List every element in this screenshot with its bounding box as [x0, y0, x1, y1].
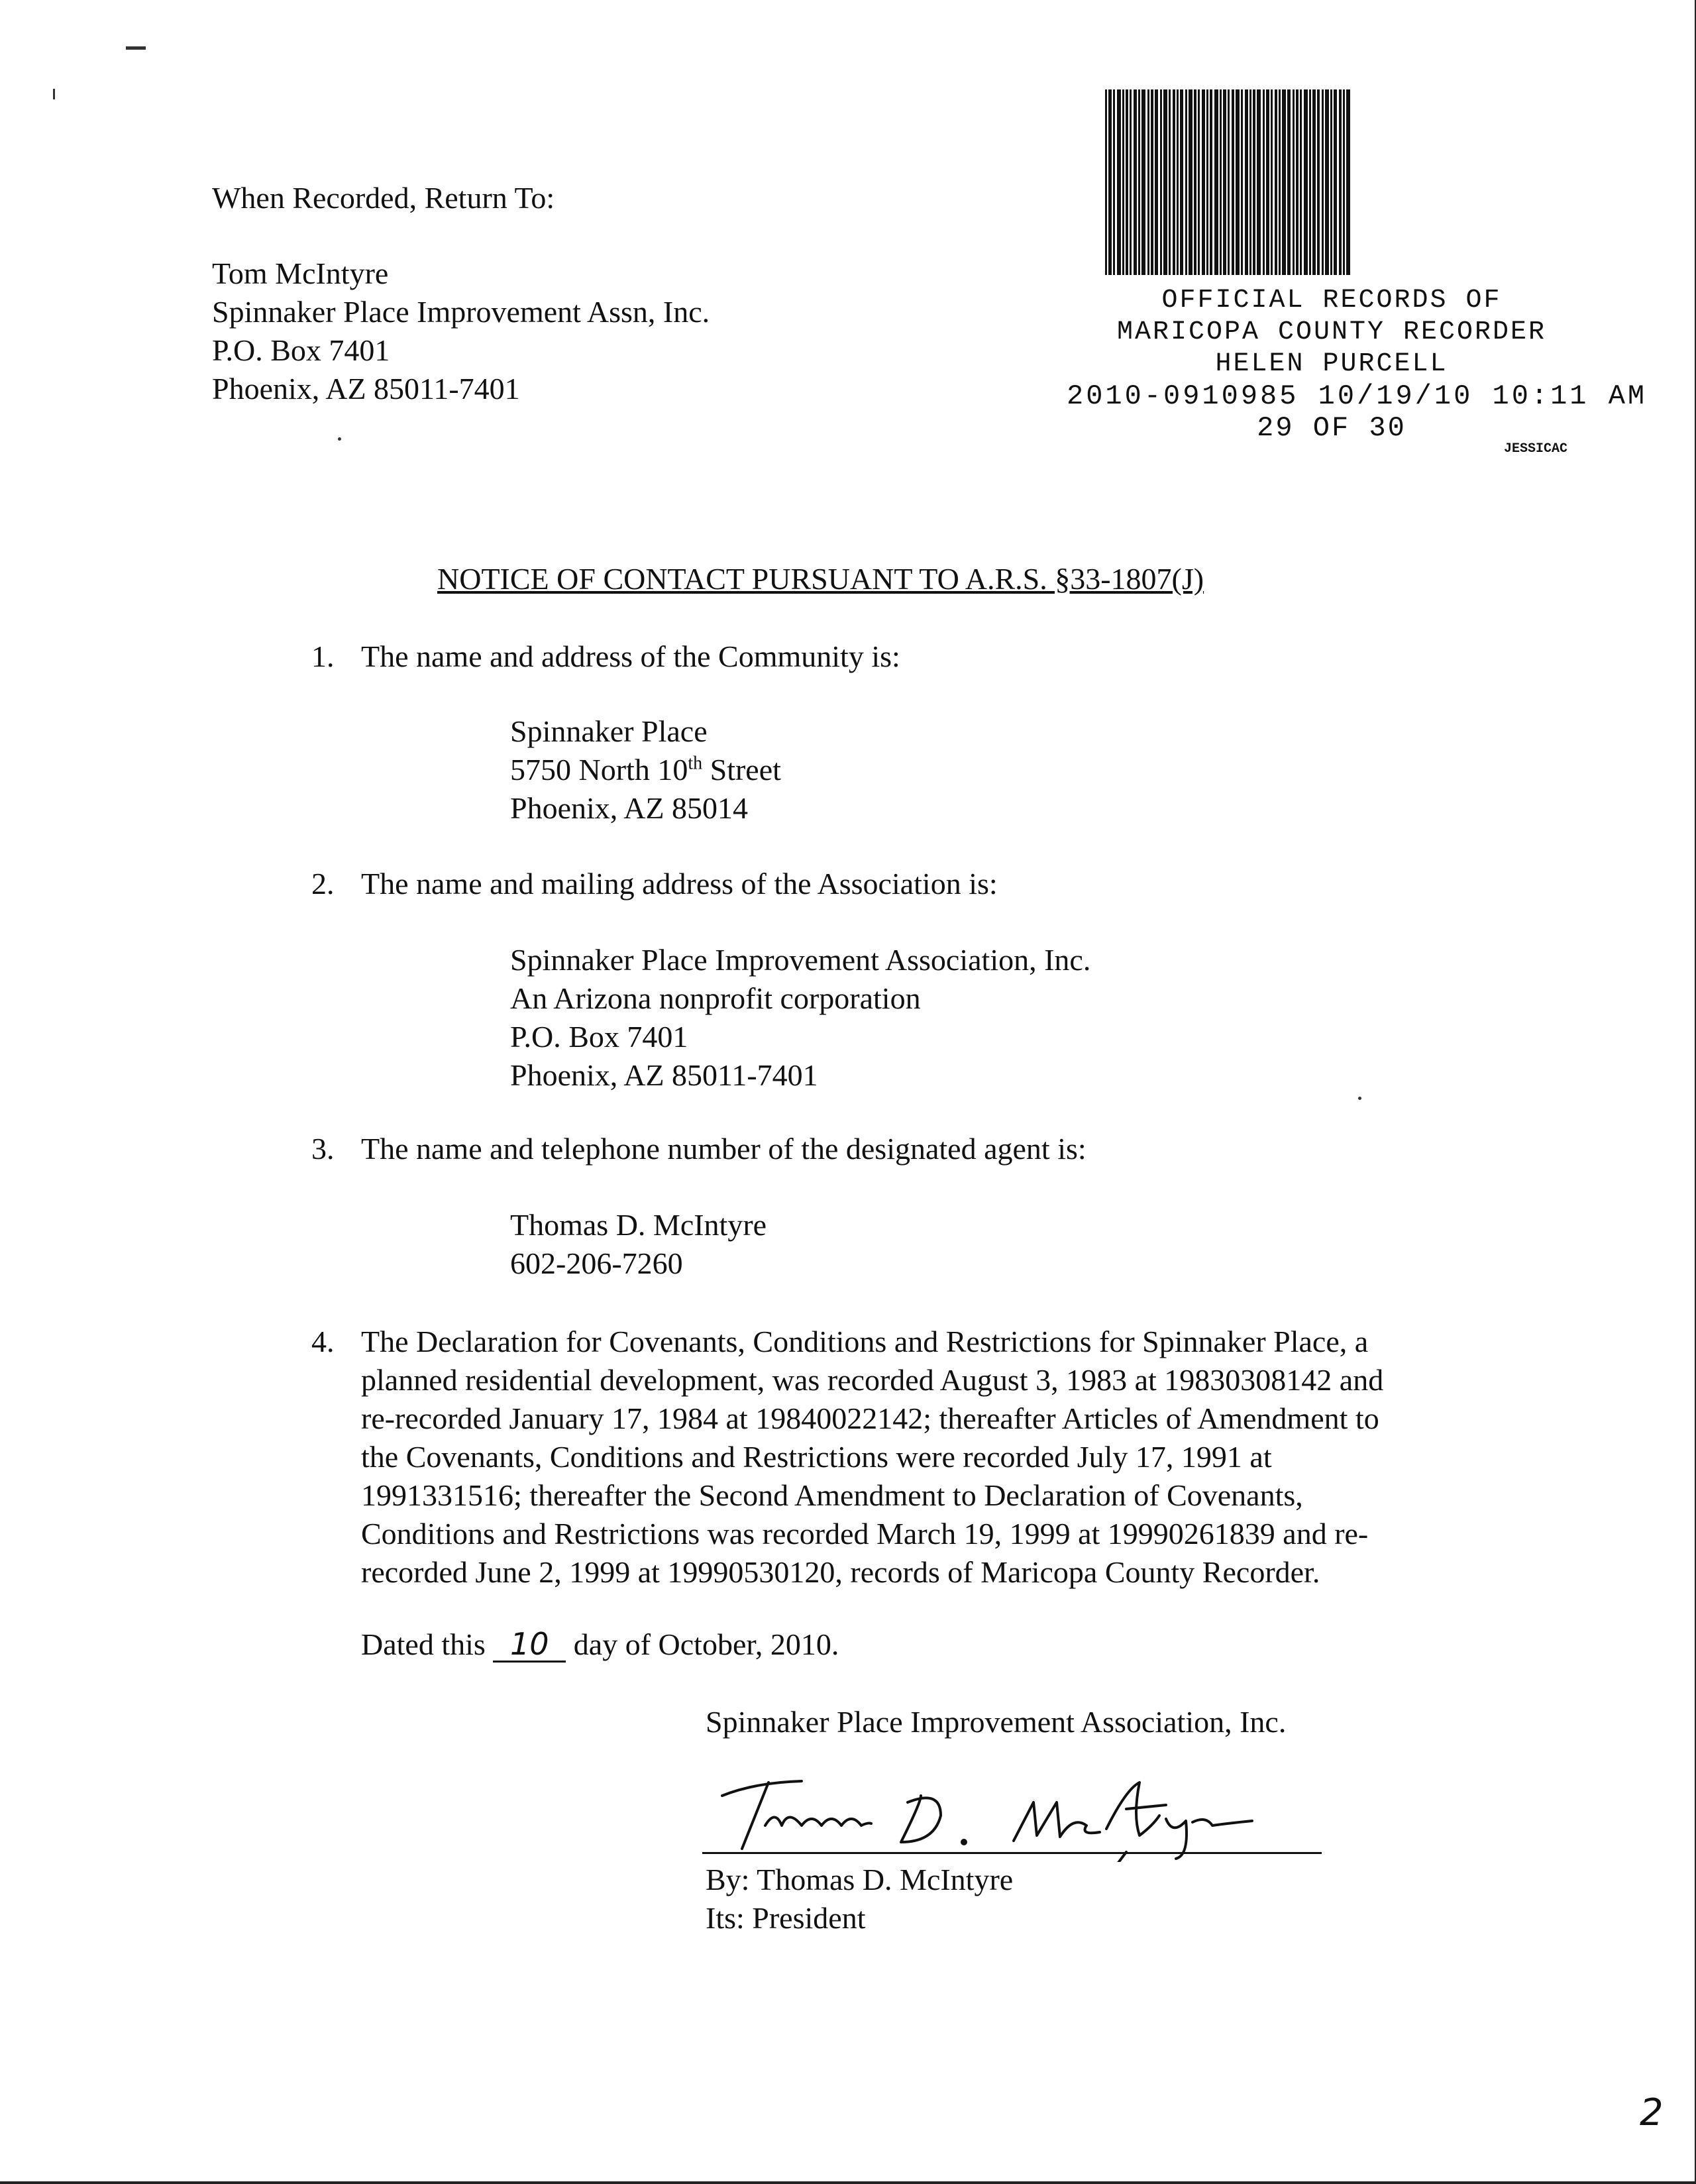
barcode-bar	[1282, 89, 1286, 275]
dated-line	[361, 1625, 839, 1664]
barcode-bar	[1105, 89, 1107, 275]
barcode-bar	[1257, 89, 1261, 275]
barcode-bar	[1155, 89, 1158, 275]
barcode-bar	[1189, 89, 1192, 275]
barcode-bar	[1300, 89, 1302, 275]
barcode-bar	[1194, 89, 1196, 275]
item-4-line: re-recorded January 17, 1984 at 19840022142; thereafter Articles of Amendment to	[361, 1401, 1379, 1435]
barcode-bar	[1317, 89, 1320, 275]
barcode-bar	[1296, 89, 1298, 275]
item-4-line: planned residential development, was recorded August 3, 1983 at 19830308142 and	[361, 1363, 1384, 1397]
barcode-bar	[1206, 89, 1208, 275]
return-to-block	[212, 179, 710, 408]
barcode-bar	[1160, 89, 1162, 275]
barcode-bar	[1177, 89, 1179, 275]
barcode-bar	[1228, 89, 1230, 275]
barcode-bar	[1147, 89, 1149, 275]
item-1-number: 1.	[311, 639, 335, 673]
barcode-bar	[1163, 89, 1167, 275]
barcode-bar	[1304, 89, 1308, 275]
association-name: Spinnaker Place Improvement Association, Inc.	[510, 943, 1091, 977]
community-city: Phoenix, AZ 85014	[510, 791, 749, 825]
scan-border-bottom	[0, 2181, 1696, 2184]
barcode-bar	[1312, 89, 1316, 275]
association-box: P.O. Box 7401	[510, 1020, 688, 1054]
scan-mark	[1358, 1097, 1361, 1100]
barcode-bar	[1293, 89, 1295, 275]
signature-line	[702, 1852, 1322, 1854]
community-address	[510, 712, 781, 828]
recorder-line-pages: 29 OF 30	[1257, 412, 1406, 444]
barcode-bar	[1263, 89, 1265, 275]
recorder-line-number: 2010-0910985 10/19/10 10:11 AM	[1067, 380, 1648, 412]
item-4-line: The Declaration for Covenants, Conditions and Restrictions for Spinnaker Place, a	[361, 1325, 1369, 1358]
barcode-bar	[1134, 89, 1137, 275]
barcode-bar	[1202, 89, 1205, 275]
agent-phone: 602-206-7260	[510, 1246, 683, 1280]
barcode-bar	[1122, 89, 1124, 275]
recorder-clerk: JESSICAC	[1504, 441, 1568, 457]
signature-org: Spinnaker Place Improvement Association, Inc.	[706, 1705, 1287, 1739]
association-city: Phoenix, AZ 85011-7401	[510, 1058, 818, 1092]
barcode-bar	[1113, 89, 1115, 275]
barcode-bar	[1287, 89, 1291, 275]
barcode-bar	[1151, 89, 1153, 275]
barcode-bar	[1126, 89, 1128, 275]
barcode-bar	[1241, 89, 1243, 275]
barcode-bar	[1117, 89, 1121, 275]
return-to-box: P.O. Box 7401	[212, 333, 390, 367]
barcode-bar	[1271, 89, 1273, 275]
barcode-bar	[1309, 89, 1311, 275]
return-to-city: Phoenix, AZ 85011-7401	[212, 372, 520, 406]
barcode-bar	[1232, 89, 1234, 275]
barcode-bar	[1130, 89, 1132, 275]
scan-mark	[126, 46, 146, 50]
recorder-line-name: HELEN PURCELL	[1215, 349, 1448, 379]
item-4-line: 1991331516; thereafter the Second Amendment to Declaration of Covenants,	[361, 1478, 1303, 1512]
item-3-text: The name and telephone number of the designated agent is:	[361, 1132, 1086, 1166]
community-name: Spinnaker Place	[510, 714, 708, 748]
recorder-stamp	[1067, 285, 1648, 444]
ordinal-suffix: th	[688, 753, 703, 774]
item-4-line: Conditions and Restrictions was recorded March 19, 1999 at 19990261839 and re-	[361, 1517, 1369, 1551]
page-mark-handwritten: 2	[1640, 2091, 1664, 2134]
barcode-bar	[1330, 89, 1332, 275]
barcode-bar	[1334, 89, 1337, 275]
dated-day-handwritten: 10	[493, 1627, 566, 1663]
barcode-bar	[1275, 89, 1277, 275]
barcode-bar	[1266, 89, 1269, 275]
scan-mark	[338, 437, 341, 441]
barcode-bar	[1173, 89, 1175, 275]
item-2-number: 2.	[311, 867, 335, 901]
community-street: 5750 North 10th Street	[510, 753, 781, 787]
barcode-bar	[1325, 89, 1329, 275]
item-2-text: The name and mailing address of the Association is:	[361, 867, 998, 901]
recorder-line-county: MARICOPA COUNTY RECORDER	[1116, 317, 1547, 347]
barcode-bar	[1339, 89, 1342, 275]
barcode-bar	[1198, 89, 1200, 275]
barcode-bar	[1346, 89, 1350, 275]
barcode-bar	[1108, 89, 1112, 275]
barcode-bar	[1343, 89, 1345, 275]
barcode-bar	[1169, 89, 1171, 275]
barcode-bar	[1214, 89, 1218, 275]
barcode-bar	[1185, 89, 1187, 275]
barcode-bar	[1141, 89, 1145, 275]
barcode-bar	[1279, 89, 1281, 275]
item-1-text: The name and address of the Community is:	[361, 639, 900, 673]
barcode	[1105, 89, 1524, 275]
barcode-bar	[1138, 89, 1140, 275]
item-4-number: 4.	[311, 1325, 335, 1358]
barcode-bar	[1180, 89, 1183, 275]
document-title: NOTICE OF CONTACT PURSUANT TO A.R.S. §33-1807(J)	[437, 562, 1204, 596]
barcode-bar	[1322, 89, 1324, 275]
signature-handwritten	[702, 1763, 1298, 1862]
barcode-bar	[1236, 89, 1240, 275]
signer-name: By: Thomas D. McIntyre	[706, 1863, 1014, 1896]
barcode-bar	[1253, 89, 1255, 275]
item-3-number: 3.	[311, 1132, 335, 1166]
signer-title: Its: President	[706, 1901, 866, 1935]
association-type: An Arizona nonprofit corporation	[510, 981, 921, 1015]
dated-suffix: day of October, 2010.	[573, 1627, 839, 1661]
item-4-paragraph	[361, 1323, 1383, 1592]
agent-info	[510, 1206, 767, 1283]
item-4-line: the Covenants, Conditions and Restrictions were recorded July 17, 1991 at	[361, 1440, 1272, 1474]
return-to-heading: When Recorded, Return To:	[212, 181, 555, 215]
return-to-org: Spinnaker Place Improvement Assn, Inc.	[212, 295, 710, 329]
item-4-line: recorded June 2, 1999 at 19990530120, records of Maricopa County Recorder.	[361, 1555, 1320, 1589]
barcode-bar	[1249, 89, 1251, 275]
scan-mark	[53, 89, 55, 99]
barcode-bar	[1220, 89, 1222, 275]
return-to-name: Tom McIntyre	[212, 256, 389, 290]
association-address	[510, 941, 1090, 1095]
agent-name: Thomas D. McIntyre	[510, 1208, 767, 1242]
dated-prefix: Dated this	[361, 1627, 486, 1661]
recorder-line-official: OFFICIAL RECORDS OF	[1161, 286, 1502, 315]
barcode-bar	[1210, 89, 1212, 275]
barcode-bar	[1223, 89, 1226, 275]
barcode-bar	[1245, 89, 1248, 275]
